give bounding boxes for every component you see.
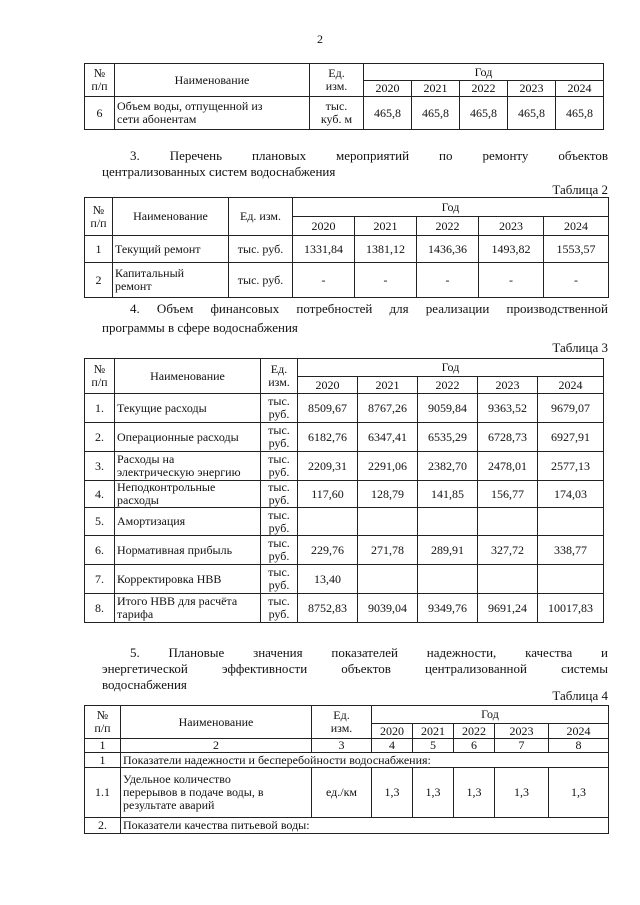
cell-value: 465,8 — [460, 97, 508, 130]
cell-value: 9039,04 — [358, 594, 418, 623]
section-5-line-3: водоснабжения — [102, 677, 187, 692]
cell-value: 1,3 — [495, 768, 549, 818]
row-number: 7. — [85, 565, 115, 594]
table-4 — [84, 705, 609, 834]
section-4-line-1: 4. Объем финансовых потребностей для реализации производственной — [130, 301, 608, 316]
col-num-header: № п/п — [85, 359, 115, 394]
year-header: 2020 — [364, 81, 412, 97]
column-index: 6 — [454, 739, 495, 753]
col-name-header: Наименование — [115, 359, 261, 394]
cell-value: 9349,76 — [418, 594, 478, 623]
group-title: Показатели надежности и бесперебойности водоснабжения: — [121, 753, 609, 768]
cell-value: 1436,36 — [417, 236, 479, 263]
cell-value — [358, 565, 418, 594]
cell-value — [418, 565, 478, 594]
section-3-line-2: централизованных систем водоснабжения — [102, 164, 336, 179]
cell-value: 1493,82 — [479, 236, 544, 263]
table-row — [85, 263, 609, 298]
row-unit: тыс. руб. — [261, 452, 298, 481]
cell-value — [478, 508, 538, 536]
table-2-caption: Таблица 2 — [552, 182, 608, 197]
table-row — [85, 97, 604, 130]
row-number: 1 — [85, 753, 121, 768]
col-unit-header: Ед. изм. — [310, 64, 364, 97]
cell-value: 338,77 — [538, 536, 604, 565]
year-header: 2021 — [355, 217, 417, 236]
cell-value: 229,76 — [298, 536, 358, 565]
year-header: 2022 — [460, 81, 508, 97]
cell-value: 1331,84 — [293, 236, 355, 263]
cell-value: 6347,41 — [358, 423, 418, 452]
table-2 — [84, 197, 609, 298]
table-row — [85, 423, 604, 452]
cell-value: 2209,31 — [298, 452, 358, 481]
year-header: 2020 — [372, 724, 413, 739]
column-index: 2 — [121, 739, 312, 753]
year-header: 2023 — [495, 724, 549, 739]
col-year-header: Год — [364, 64, 604, 81]
cell-value: 2478,01 — [478, 452, 538, 481]
cell-value: 2382,70 — [418, 452, 478, 481]
row-unit: тыс. руб. — [261, 423, 298, 452]
cell-value: 1381,12 — [355, 236, 417, 263]
cell-value: - — [293, 263, 355, 298]
cell-value — [298, 508, 358, 536]
year-header: 2021 — [413, 724, 454, 739]
year-header: 2022 — [418, 377, 478, 394]
row-number: 2 — [85, 263, 113, 298]
column-index: 5 — [413, 739, 454, 753]
cell-value: 6927,91 — [538, 423, 604, 452]
table-row — [85, 452, 604, 481]
row-number: 2. — [85, 818, 121, 834]
cell-value — [358, 508, 418, 536]
column-index: 7 — [495, 739, 549, 753]
page-number: 2 — [317, 32, 323, 46]
col-name-header: Наименование — [113, 198, 229, 236]
year-header: 2024 — [549, 724, 609, 739]
cell-value — [418, 508, 478, 536]
row-name: Корректировка НВВ — [115, 565, 261, 594]
table-row — [85, 768, 609, 818]
col-name-header: Наименование — [121, 706, 312, 739]
cell-value: 117,60 — [298, 481, 358, 508]
row-number: 8. — [85, 594, 115, 623]
cell-value: 10017,83 — [538, 594, 604, 623]
row-number: 5. — [85, 508, 115, 536]
cell-value: 289,91 — [418, 536, 478, 565]
cell-value: - — [544, 263, 609, 298]
section-4-line-2: программы в сфере водоснабжения — [102, 320, 298, 335]
year-header: 2020 — [293, 217, 355, 236]
row-number: 4. — [85, 481, 115, 508]
cell-value: 1,3 — [413, 768, 454, 818]
cell-value: 1,3 — [372, 768, 413, 818]
cell-value: - — [355, 263, 417, 298]
row-unit: тыс. руб. — [261, 536, 298, 565]
row-number: 1.1 — [85, 768, 121, 818]
section-3-line-1: 3. Перечень плановых мероприятий по ремонту объектов — [130, 148, 608, 163]
cell-value: 1,3 — [454, 768, 495, 818]
table-row — [85, 508, 604, 536]
table-row — [85, 394, 604, 423]
column-index: 8 — [549, 739, 609, 753]
col-year-header: Год — [372, 706, 609, 724]
row-name: Расходы на электрическую энергию — [115, 452, 261, 481]
cell-value — [538, 508, 604, 536]
cell-value: 1,3 — [549, 768, 609, 818]
cell-value: 13,40 — [298, 565, 358, 594]
row-unit: тыс. руб. — [229, 263, 293, 298]
row-number: 6. — [85, 536, 115, 565]
cell-value: 141,85 — [418, 481, 478, 508]
column-index: 4 — [372, 739, 413, 753]
year-header: 2020 — [298, 377, 358, 394]
cell-value: 8752,83 — [298, 594, 358, 623]
cell-value: 9679,07 — [538, 394, 604, 423]
row-unit: тыс. руб. — [229, 236, 293, 263]
cell-value: 465,8 — [508, 97, 556, 130]
year-header: 2022 — [417, 217, 479, 236]
row-name: Неподконтрольные расходы — [115, 481, 261, 508]
row-unit: тыс. куб. м — [310, 97, 364, 130]
year-header: 2024 — [538, 377, 604, 394]
row-number: 6 — [85, 97, 115, 130]
table-4-caption: Таблица 4 — [552, 688, 608, 703]
row-unit: тыс. руб. — [261, 565, 298, 594]
col-unit-header: Ед. изм. — [229, 198, 293, 236]
cell-value: - — [417, 263, 479, 298]
year-header: 2023 — [478, 377, 538, 394]
row-unit: тыс. руб. — [261, 481, 298, 508]
group-row — [85, 753, 609, 768]
col-unit-header: Ед. изм. — [261, 359, 298, 394]
row-number: 1. — [85, 394, 115, 423]
cell-value: 9691,24 — [478, 594, 538, 623]
row-unit: тыс. руб. — [261, 394, 298, 423]
cell-value: 271,78 — [358, 536, 418, 565]
row-number: 2. — [85, 423, 115, 452]
cell-value: 156,77 — [478, 481, 538, 508]
cell-value: 174,03 — [538, 481, 604, 508]
year-header: 2024 — [544, 217, 609, 236]
year-header: 2023 — [508, 81, 556, 97]
cell-value: 2577,13 — [538, 452, 604, 481]
cell-value: 465,8 — [412, 97, 460, 130]
cell-value: 6728,73 — [478, 423, 538, 452]
row-number: 1 — [85, 236, 113, 263]
cell-value: 9059,84 — [418, 394, 478, 423]
cell-value: 8509,67 — [298, 394, 358, 423]
row-name: Текущий ремонт — [113, 236, 229, 263]
table-row — [85, 565, 604, 594]
cell-value: 1553,57 — [544, 236, 609, 263]
cell-value: 2291,06 — [358, 452, 418, 481]
section-5-line-1: 5. Плановые значения показателей надежности, качества и — [130, 645, 608, 660]
table-1 — [84, 63, 604, 130]
row-unit: тыс. руб. — [261, 508, 298, 536]
year-header: 2021 — [358, 377, 418, 394]
table-row — [85, 481, 604, 508]
col-num-header: № п/п — [85, 706, 121, 739]
year-header: 2022 — [454, 724, 495, 739]
row-name: Текущие расходы — [115, 394, 261, 423]
row-name: Удельное количество перерывов в подаче воды, в результате аварий — [121, 768, 312, 818]
table-row — [85, 236, 609, 263]
cell-value — [478, 565, 538, 594]
row-name: Капитальный ремонт — [113, 263, 229, 298]
cell-value: 465,8 — [364, 97, 412, 130]
table-3 — [84, 358, 604, 623]
col-num-header: № п/п — [85, 64, 115, 97]
row-name: Нормативная прибыль — [115, 536, 261, 565]
group-row — [85, 818, 609, 834]
section-5-line-2: энергетической эффективности объектов централизованной системы — [102, 661, 608, 676]
cell-value: 9363,52 — [478, 394, 538, 423]
cell-value: - — [479, 263, 544, 298]
cell-value: 465,8 — [556, 97, 604, 130]
row-unit: ед./км — [312, 768, 372, 818]
row-name: Объем воды, отпущенной из сети абонентам — [115, 97, 310, 130]
cell-value: 327,72 — [478, 536, 538, 565]
table-row — [85, 594, 604, 623]
year-header: 2024 — [556, 81, 604, 97]
cell-value — [538, 565, 604, 594]
cell-value: 8767,26 — [358, 394, 418, 423]
table-3-caption: Таблица 3 — [552, 340, 608, 355]
row-name: Операционные расходы — [115, 423, 261, 452]
column-index: 3 — [312, 739, 372, 753]
col-name-header: Наименование — [115, 64, 310, 97]
column-index-row — [85, 739, 609, 753]
column-index: 1 — [85, 739, 121, 753]
group-title: Показатели качества питьевой воды: — [121, 818, 609, 834]
col-num-header: № п/п — [85, 198, 113, 236]
cell-value: 128,79 — [358, 481, 418, 508]
row-unit: тыс. руб. — [261, 594, 298, 623]
col-unit-header: Ед. изм. — [312, 706, 372, 739]
year-header: 2021 — [412, 81, 460, 97]
table-row — [85, 536, 604, 565]
year-header: 2023 — [479, 217, 544, 236]
row-name: Итого НВВ для расчёта тарифа — [115, 594, 261, 623]
row-name: Амортизация — [115, 508, 261, 536]
col-year-header: Год — [293, 198, 609, 217]
cell-value: 6182,76 — [298, 423, 358, 452]
row-number: 3. — [85, 452, 115, 481]
col-year-header: Год — [298, 359, 604, 377]
cell-value: 6535,29 — [418, 423, 478, 452]
